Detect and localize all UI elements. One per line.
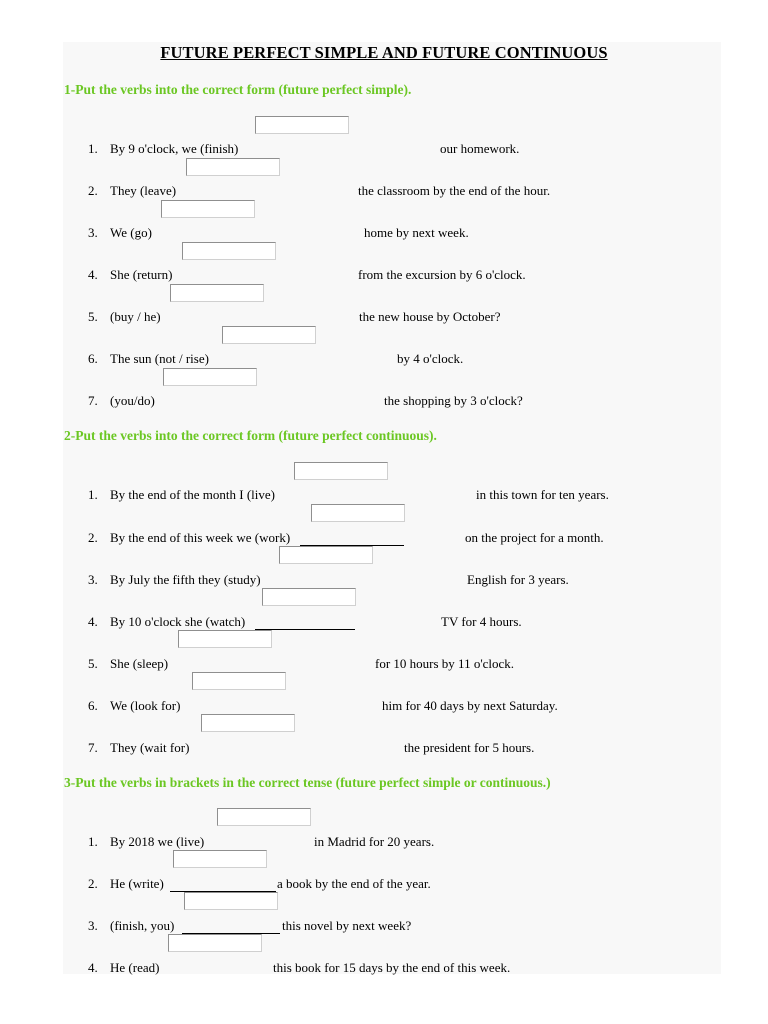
worksheet-title: FUTURE PERFECT SIMPLE AND FUTURE CONTINUOUS (160, 43, 608, 62)
section-1-heading: 1-Put the verbs into the correct form (future perfect simple). (64, 82, 412, 97)
answer-blank-2-5[interactable] (178, 630, 272, 648)
item-number: 6. (88, 698, 98, 713)
item-text: We (look for) (110, 698, 181, 713)
item-number: 1. (88, 834, 98, 849)
answer-blank-1-4[interactable] (182, 242, 276, 260)
item-text: He (write) (110, 876, 164, 891)
item-number: 4. (88, 614, 98, 629)
item-rest: home by next week. (364, 225, 469, 240)
item-text: He (read) (110, 960, 160, 975)
item-rest: for 10 hours by 11 o'clock. (375, 656, 515, 671)
item-number: 4. (88, 267, 98, 282)
answer-blank-3-4[interactable] (168, 934, 262, 952)
item-number: 6. (88, 351, 98, 366)
answer-blank-1-3[interactable] (161, 200, 255, 218)
answer-blank-3-2[interactable] (173, 850, 267, 868)
item-rest: the president for 5 hours. (404, 740, 535, 755)
item-text: They (leave) (110, 183, 177, 198)
item-number: 3. (88, 572, 98, 587)
item-rest: from the excursion by 6 o'clock. (358, 267, 526, 282)
item-text: (you/do) (110, 393, 155, 408)
answer-blank-2-3[interactable] (279, 546, 373, 564)
answer-blank-2-6[interactable] (192, 672, 286, 690)
item-rest: TV for 4 hours. (441, 614, 522, 629)
item-number: 5. (88, 309, 98, 324)
item-rest: our homework. (440, 141, 520, 156)
item-number: 3. (88, 225, 98, 240)
item-rest: English for 3 years. (467, 572, 569, 587)
item-rest: the new house by October? (359, 309, 501, 324)
item-text: She (sleep) (110, 656, 169, 671)
item-rest: him for 40 days by next Saturday. (382, 698, 558, 713)
item-rest: in Madrid for 20 years. (314, 834, 435, 849)
item-text: By the end of this week we (work) (110, 530, 291, 545)
item-text: The sun (not / rise) (110, 351, 209, 366)
answer-blank-1-6[interactable] (222, 326, 316, 344)
item-rest: a book by the end of the year. (277, 876, 431, 891)
item-rest: by 4 o'clock. (397, 351, 464, 366)
answer-blank-2-2[interactable] (311, 504, 405, 522)
item-number: 4. (88, 960, 98, 975)
answer-blank-3-1[interactable] (217, 808, 311, 826)
answer-blank-2-1[interactable] (294, 462, 388, 480)
answer-blank-1-7[interactable] (163, 368, 257, 386)
item-rest: the classroom by the end of the hour. (358, 183, 551, 198)
item-number: 2. (88, 530, 98, 545)
answer-blank-1-1[interactable] (255, 116, 349, 134)
item-text: By 10 o'clock she (watch) (110, 614, 246, 629)
answer-blank-1-5[interactable] (170, 284, 264, 302)
item-text: By the end of the month I (live) (110, 487, 275, 502)
item-text: (buy / he) (110, 309, 161, 324)
answer-blank-1-2[interactable] (186, 158, 280, 176)
item-number: 2. (88, 876, 98, 891)
item-number: 3. (88, 918, 98, 933)
item-rest: in this town for ten years. (476, 487, 609, 502)
item-number: 2. (88, 183, 98, 198)
item-number: 7. (88, 393, 98, 408)
item-text: By 2018 we (live) (110, 834, 205, 849)
item-text: By July the fifth they (study) (110, 572, 261, 587)
item-number: 1. (88, 487, 98, 502)
answer-blank-3-3[interactable] (184, 892, 278, 910)
item-number: 5. (88, 656, 98, 671)
answer-blank-2-7[interactable] (201, 714, 295, 732)
item-text: She (return) (110, 267, 173, 282)
item-text: By 9 o'clock, we (finish) (110, 141, 239, 156)
item-text: We (go) (110, 225, 152, 240)
item-text: They (wait for) (110, 740, 190, 755)
item-rest: this novel by next week? (282, 918, 412, 933)
section-2-heading: 2-Put the verbs into the correct form (future perfect continuous). (64, 428, 437, 443)
item-rest: on the project for a month. (465, 530, 604, 545)
item-text: (finish, you) (110, 918, 175, 933)
item-number: 7. (88, 740, 98, 755)
answer-blank-2-4[interactable] (262, 588, 356, 606)
item-rest: this book for 15 days by the end of this week. (273, 960, 511, 975)
item-rest: the shopping by 3 o'clock? (384, 393, 523, 408)
section-3-heading: 3-Put the verbs in brackets in the correct tense (future perfect simple or continuous.) (64, 775, 551, 790)
item-number: 1. (88, 141, 98, 156)
